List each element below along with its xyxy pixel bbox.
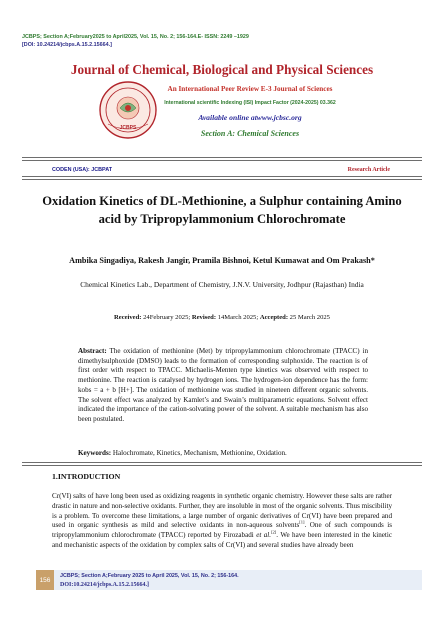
abstract xyxy=(78,347,368,425)
received-date: 24February 2025; xyxy=(141,314,192,321)
doi-header: [DOI: 10.24214/jcbps.A.15.2.15664.] xyxy=(22,42,112,48)
website-line: Available online atwww.jcbsc.org xyxy=(198,113,302,122)
accepted-date: 25 March 2025 xyxy=(288,314,330,321)
introduction-paragraph xyxy=(52,492,392,551)
article-dates xyxy=(20,314,424,321)
revised-label: Revised: xyxy=(191,314,217,321)
keywords xyxy=(78,449,368,459)
accepted-label: Accepted: xyxy=(259,314,289,321)
page-number: 156 xyxy=(36,570,54,590)
footer-citation: JCBPS; Section A;February 2025 to April 2025, Vol. 15, No. 2; 156-164. xyxy=(60,573,239,579)
intro-etal: et al. xyxy=(256,531,272,539)
index-line: International scientific Indexing (ISI) Impact Factor (2024-2025) 03.362 xyxy=(164,100,336,106)
citation-header: JCBPS; Section A;February2025 to April2025, Vol. 15, No. 2; 156-164.E- ISSN: 2249 –1929 xyxy=(22,34,249,40)
section-heading: 1.INTRODUCTION xyxy=(52,472,121,481)
footer-doi: DOI:10.24214/jcbps.A.15.2.15664.] xyxy=(60,582,150,588)
intro-text-2: . One of such compounds is tripropylammonium chlorochromate (TPACC) reported by Firozabadi xyxy=(52,521,393,539)
section-divider xyxy=(22,462,422,466)
revised-date: 14March 2025; xyxy=(216,314,260,321)
header-divider xyxy=(22,157,422,161)
received-label: Received: xyxy=(114,314,142,321)
coden: CODEN (USA): JCBPAT xyxy=(52,167,112,173)
keywords-label: Keywords: xyxy=(78,449,112,457)
seal-lettering: JCBPS xyxy=(119,125,137,131)
affiliation: Chemical Kinetics Lab., Department of Chemistry, J.N.V. University, Jodhpur (Rajasthan) India xyxy=(80,280,364,289)
article-type: Research Article xyxy=(347,167,390,173)
journal-title: Journal of Chemical, Biological and Physical Sciences xyxy=(70,62,374,77)
intro-text-3: . We have been interested in the kinetic and mechanistic aspects of the oxidation by complex salts of Cr(VI) and several studies have already been xyxy=(52,531,392,549)
meta-divider xyxy=(22,176,422,180)
authors: Ambika Singadiya, Rakesh Jangir, Pramila Bishnoi, Ketul Kumawat and Om Prakash* xyxy=(69,256,375,265)
intro-text-1: Cr(VI) salts of have long been used as oxidizing reagents in synthetic organic chemistry. However these salts are rather drastic in nature and non-selective oxidants. Further, they are insoluble in most of the organic solvents. Thus miscibility is a problem. To overcome these limitations, a large number of organic derivatives of Cr(VI) have been prepared and used in organic synthesis as mild and selective oxidants in non-aqueous solvents xyxy=(52,492,392,530)
citation-ref[interactable]: [1] xyxy=(299,519,305,525)
abstract-label: Abstract: xyxy=(78,347,107,355)
citation-ref[interactable]: [2] xyxy=(271,529,277,535)
keywords-text: Halochromate, Kinetics, Mechanism, Methionine, Oxidation. xyxy=(111,449,287,457)
paper-title: Oxidation Kinetics of DL-Methionine, a Sulphur containing Amino acid by Tripropylammonium Chlorochromate xyxy=(42,194,402,226)
abstract-text: The oxidation of methionine (Met) by tripropylammonium chlorochromate (TPACC) in dimethylsulphoxide (DMSO) leads to the formation of corresponding sulphoxide. The reaction is of first order with respect to TPACC. Michaelis-Menten type kinetics was observed with respect to methionine. The reaction is catalysed by hydrogen ions. The hydrogen-ion dependence has the form: kobs = a + b [H+]. The oxidation of methionine was studied in nineteen different organic solvents. The solvent effect was analyzed by Kamlet’s and Swain’s multiparametric equations. Solvent effect indicated the importance of the cation-solvating power of the solvent. A suitable mechanism has also been postulated. xyxy=(78,347,368,423)
journal-subtitle: An International Peer Review E-3 Journal of Sciences xyxy=(167,85,333,93)
section-label: Section A: Chemical Sciences xyxy=(200,129,300,138)
